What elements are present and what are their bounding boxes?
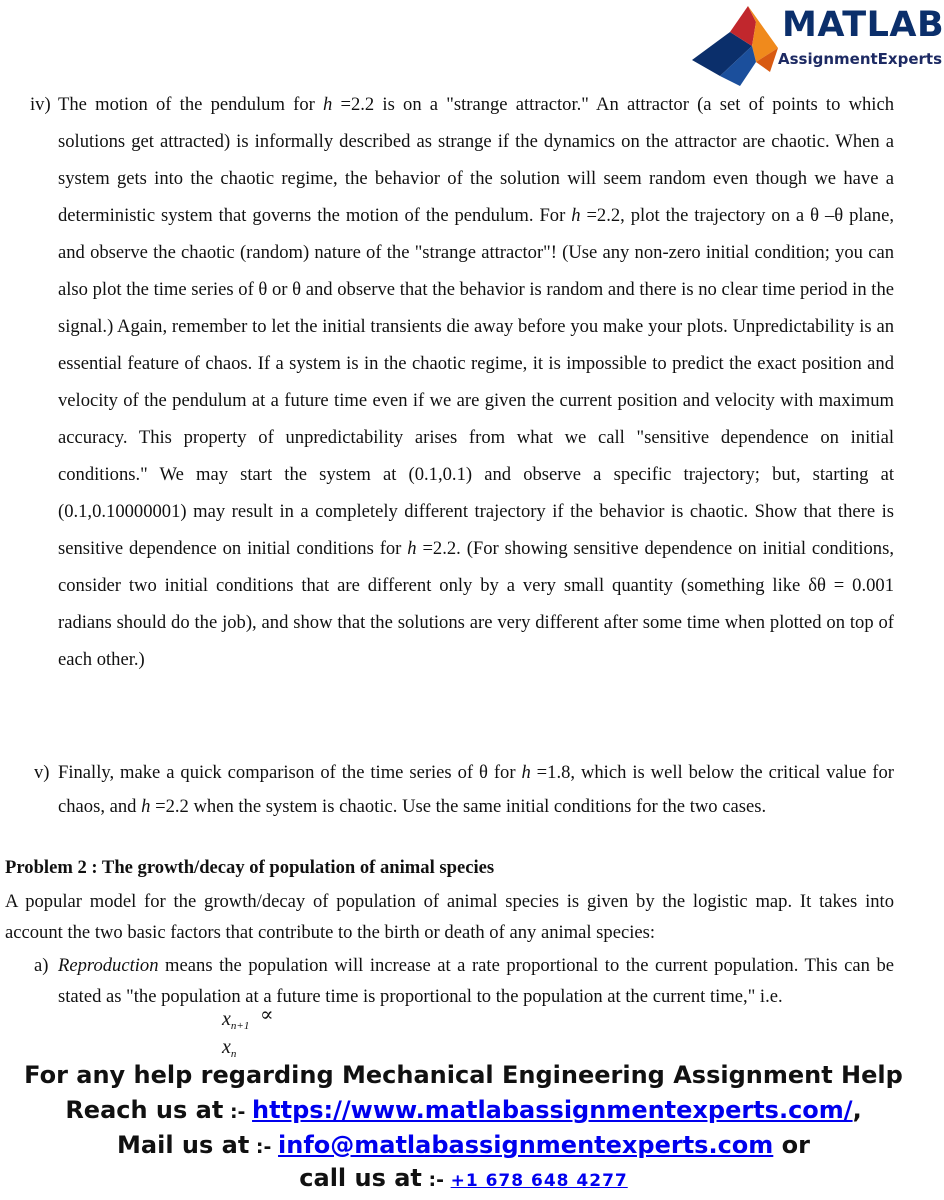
logo-subtitle: AssignmentExperts: [778, 50, 943, 68]
company-logo: [690, 2, 944, 88]
footer-call-line: call us at :- +1 678 648 4277: [299, 1164, 628, 1192]
footer-help-line: For any help regarding Mechanical Engineering Assignment Help: [24, 1061, 903, 1089]
proportional-symbol: ∝: [260, 1004, 274, 1026]
term-reproduction: Reproduction: [58, 955, 159, 976]
list-item-v: v) Finally, make a quick comparison of the time series of θ for h =1.8, which is well below the critical value for chaos, and h =2.2 when the system is chaotic. Use the same initial conditions for the two cases.: [58, 756, 894, 824]
math-x-n: $x_n$: [222, 1036, 237, 1060]
phone-link[interactable]: +1 678 648 4277: [450, 1171, 628, 1191]
problem-heading: Problem 2 : The growth/decay of population of animal species: [5, 857, 495, 878]
email-link[interactable]: info@matlabassignmentexperts.com: [278, 1131, 774, 1159]
list-label: iv): [30, 94, 51, 115]
matlab-membrane-logo-icon: [690, 2, 790, 88]
website-link[interactable]: https://www.matlabassignmentexperts.com/: [252, 1096, 853, 1124]
list-item-iv: iv) The motion of the pendulum for h =2.2 is on a "strange attractor." An attractor (a set of points to which solutions get attracted) is informally described as strange if the dynamics on the attractor are chaotic. When a system gets into the chaotic regime, the behavior of the solution will seem random even though we have a deterministic system that governs the motion of the pendulum. For h =2.2, plot the trajectory on a θ –θ plane, and observe the chaotic (random) nature of the "strange attractor"! (Use any non-zero initial condition; you can also plot the time series of θ or θ and observe that the behavior is random and there is no clear time period in the signal.) Again, remember to let the initial transients die away before you make your plots. Unpredictability is an essential feature of chaos. If a system is in the chaotic regime, it is impossible to predict the exact position and velocity of the pendulum at a future time even if we are given the current position and velocity with maximum accuracy. This property of unpredictability arises from what we call "sensitive dependence on initial conditions." We may start the system at (0.1,0.1) and observe a specific trajectory; but, starting at (0.1,0.10000001) may result in a completely different trajectory if the behavior is chaotic. Show that there is sensitive dependence on initial conditions for h =2.2. (For showing sensitive dependence on initial conditions, consider two initial conditions that are different only by a very small quantity (something like δθ = 0.001 radians should do the job), and show that the solutions are very different after some time when plotted on top of each other.): [58, 86, 894, 678]
list-label: v): [34, 762, 50, 783]
footer-reach-line: Reach us at :- https://www.matlabassignmentexperts.com/,: [65, 1096, 862, 1124]
problem-intro: A popular model for the growth/decay of population of animal species is given by the logistic map. It takes into account the two basic factors that contribute to the birth or death of any animal species:: [5, 891, 894, 943]
list-item-a: a) Reproduction means the population will increase at a rate proportional to the current population. This can be stated as "the population at a future time is proportional to the population at the current time," i.e.: [58, 950, 894, 1012]
list-label: a): [34, 955, 49, 976]
logo-title: MATLAB: [782, 5, 944, 45]
footer-mail-line: Mail us at :- info@matlabassignmentexperts.com or: [117, 1131, 810, 1159]
math-x-n-plus-1: $x_{n+1}$: [222, 1008, 250, 1032]
